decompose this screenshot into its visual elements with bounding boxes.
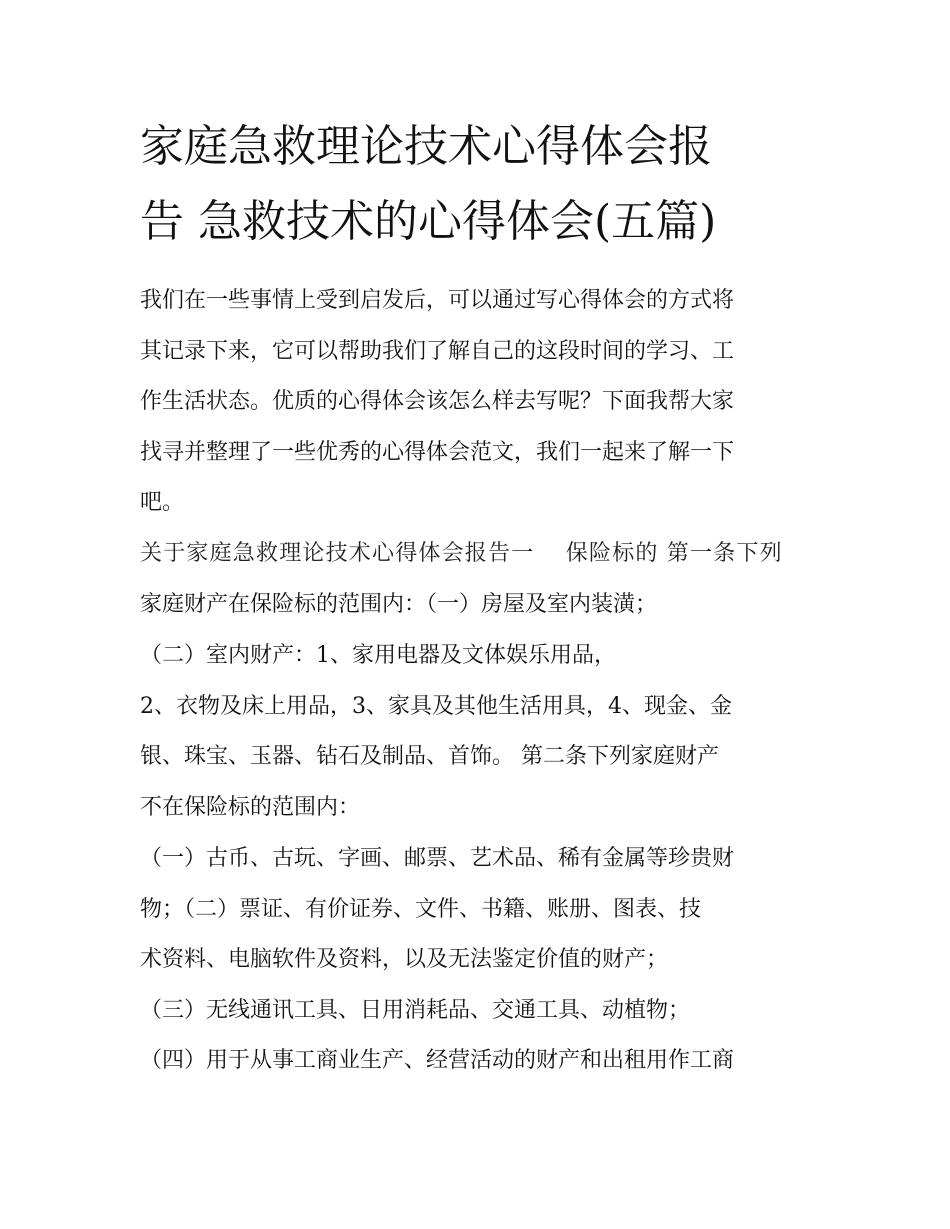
body-text-line: 吧。 xyxy=(140,490,185,515)
body-text-line: 2、衣物及床上用品，3、家具及其他生活用具，4、现金、金 xyxy=(140,694,732,719)
body-text-line: 物；（二）票证、有价证券、文件、书籍、账册、图表、技 xyxy=(140,897,702,922)
body-text-line: 不在保险标的范围内： xyxy=(140,795,361,820)
body-text-line: 银、珠宝、玉器、钻石及制品、首饰。 第二条下列家庭财产 xyxy=(140,744,719,769)
body-text-line: 术资料、电脑软件及资料，以及无法鉴定价值的财产； xyxy=(140,947,669,972)
body-text-line: （一）古币、古玩、字画、邮票、艺术品、稀有金属等珍贵财 xyxy=(140,846,735,871)
body-text-line: （二）室内财产：1、家用电器及文体娱乐用品， xyxy=(140,643,616,668)
section-heading-line: 关于家庭急救理论技术心得体会报告一 保险标的 第一条下列 xyxy=(140,541,783,566)
body-text-line: 我们在一些事情上受到启发后，可以通过写心得体会的方式将 xyxy=(140,288,735,313)
body-text-line: （四）用于从事工商业生产、经营活动的财产和出租用作工商 xyxy=(140,1048,735,1073)
body-text-line: 其记录下来，它可以帮助我们了解自己的这段时间的学习、工 xyxy=(140,339,735,364)
body-text-line: （三）无线通讯工具、日用消耗品、交通工具、动植物； xyxy=(140,998,691,1023)
document-title-line-2: 告 急救技术的心得体会(五篇) xyxy=(140,196,717,247)
body-text-line: 作生活状态。优质的心得体会该怎么样去写呢？下面我帮大家 xyxy=(140,389,735,414)
body-text-line: 家庭财产在保险标的范围内：（一）房屋及室内装潢； xyxy=(140,592,658,617)
body-text-line: 找寻并整理了一些优秀的心得体会范文，我们一起来了解一下 xyxy=(140,440,735,465)
document-title-line-1: 家庭急救理论技术心得体会报 xyxy=(140,121,712,172)
